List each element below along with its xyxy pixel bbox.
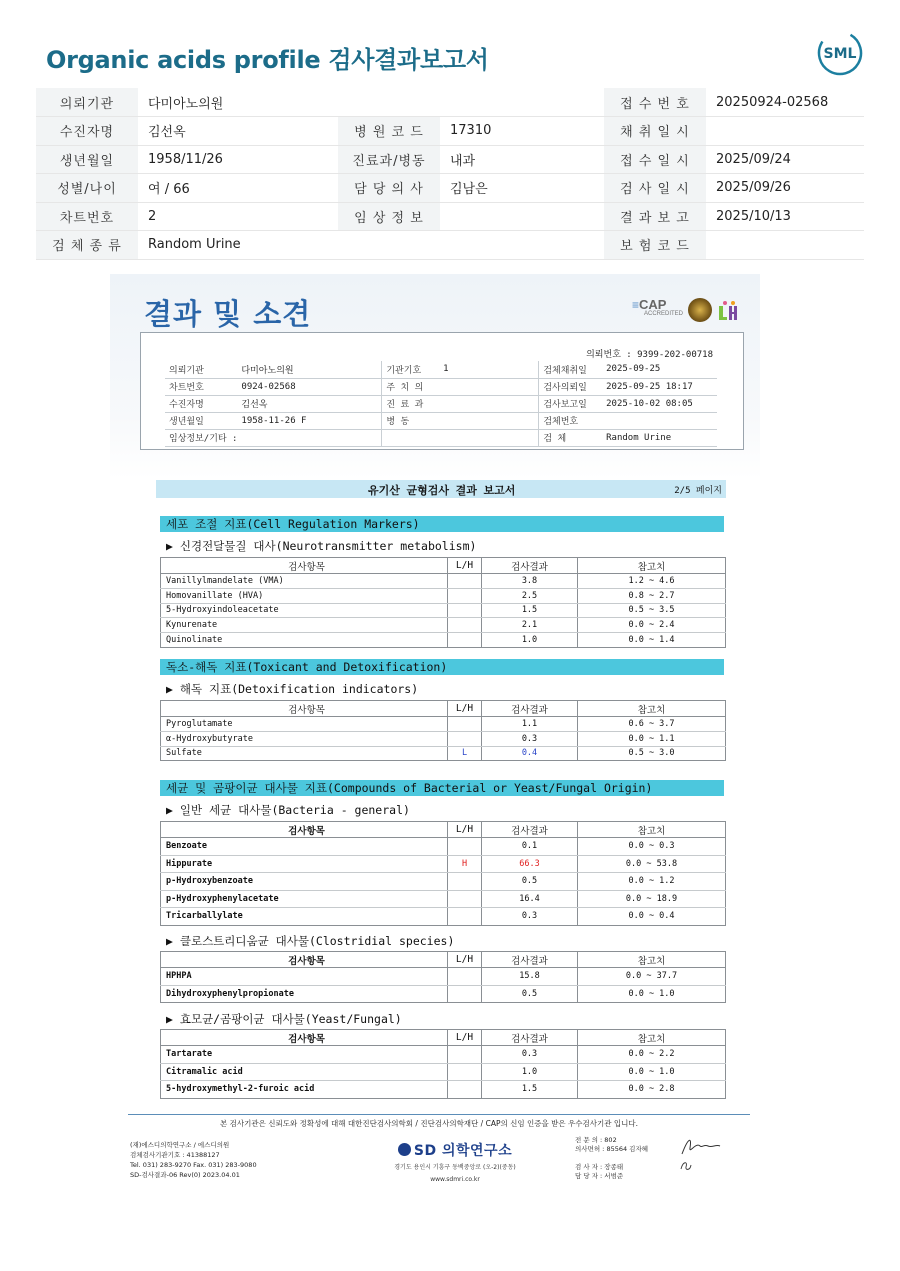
info-label: 차트번호 xyxy=(36,202,138,231)
info-label: 결 과 보 고 xyxy=(604,202,706,231)
result-value: 1.1 xyxy=(482,717,578,732)
result-value: 1.0 xyxy=(482,1063,578,1081)
result-row xyxy=(161,603,726,618)
signatory-line: 담 당 자 : 서범준 xyxy=(575,1172,624,1180)
info-row xyxy=(36,88,864,117)
info-label: 채 취 일 시 xyxy=(604,117,706,146)
info-value xyxy=(706,117,864,146)
result-header-row xyxy=(161,952,726,968)
flag xyxy=(448,731,482,746)
info-value: 다미아노의원 xyxy=(138,88,338,117)
request-label: 검 체 xyxy=(539,429,602,446)
info-value: 2025/09/24 xyxy=(706,145,864,174)
result-value: 15.8 xyxy=(482,968,578,986)
footer-divider xyxy=(128,1114,750,1115)
request-row xyxy=(165,361,717,378)
info-row xyxy=(36,117,864,146)
reference-range: 0.5 ~ 3.0 xyxy=(578,746,726,761)
flag xyxy=(448,1046,482,1064)
column-header: 참고치 xyxy=(578,1030,726,1046)
info-label: 접 수 번 호 xyxy=(604,88,706,117)
test-name: Benzoate xyxy=(161,838,448,856)
test-name: p-Hydroxyphenylacetate xyxy=(161,890,448,908)
footer-url: www.sdmri.co.kr xyxy=(430,1176,480,1183)
result-table xyxy=(160,951,726,1003)
column-header: L/H xyxy=(448,952,482,968)
info-value: 1958/11/26 xyxy=(138,145,338,174)
reference-range: 0.0 ~ 2.2 xyxy=(578,1046,726,1064)
result-value: 0.3 xyxy=(482,908,578,926)
subsection-title: ▶ 효모균/곰팡이균 대사물(Yeast/Fungal) xyxy=(166,1012,402,1026)
info-value: 2025/10/13 xyxy=(706,202,864,231)
reference-range: 1.2 ~ 4.6 xyxy=(578,574,726,589)
column-header: 검사결과 xyxy=(482,701,578,717)
footer-lab-line: (재)에스디의학연구소 / 에스디의원 xyxy=(130,1141,230,1149)
reference-range: 0.0 ~ 2.8 xyxy=(578,1081,726,1099)
flag xyxy=(448,908,482,926)
flag xyxy=(448,618,482,633)
report-title: 유기산 균형검사 결과 보고서 xyxy=(368,484,516,497)
cap-accredited-text: ACCREDITED xyxy=(644,311,684,317)
column-header: L/H xyxy=(448,701,482,717)
request-value: 김선옥 xyxy=(237,395,381,412)
info-value: 2025/09/26 xyxy=(706,174,864,203)
report-title-bar xyxy=(156,480,726,498)
result-value: 0.4 xyxy=(482,746,578,761)
result-value: 0.5 xyxy=(482,873,578,891)
test-name: Homovanillate (HVA) xyxy=(161,588,448,603)
test-name: p-Hydroxybenzoate xyxy=(161,873,448,891)
request-info-box xyxy=(140,332,744,450)
flag xyxy=(448,574,482,589)
request-number: 의뢰번호 : 9399-202-00718 xyxy=(586,350,713,360)
column-header: 검사항목 xyxy=(161,701,448,717)
section-bar: 독소-해독 지표(Toxicant and Detoxification) xyxy=(160,659,724,675)
column-header: 검사항목 xyxy=(161,952,448,968)
column-header: 참고치 xyxy=(578,558,726,574)
result-table xyxy=(160,1029,726,1099)
request-label: 검체번호 xyxy=(539,412,602,429)
info-label: 의뢰기관 xyxy=(36,88,138,117)
request-value: 0924-02568 xyxy=(237,378,381,395)
request-label: 차트번호 xyxy=(165,378,237,395)
reference-range: 0.0 ~ 1.0 xyxy=(578,985,726,1003)
request-label xyxy=(382,429,439,446)
info-value xyxy=(440,88,604,117)
footer-address: 경기도 용인시 기흥구 동백중앙로 (오-2)(중동) xyxy=(394,1164,516,1171)
signatory-line xyxy=(575,1154,648,1163)
info-label: 검 사 일 시 xyxy=(604,174,706,203)
signatory-line: 의사면허 : 85564 김자혜 xyxy=(575,1145,649,1153)
flag xyxy=(448,890,482,908)
request-value xyxy=(237,429,381,446)
flag xyxy=(448,633,482,648)
result-row xyxy=(161,1081,726,1099)
result-value: 0.1 xyxy=(482,838,578,856)
info-value: 내과 xyxy=(440,145,604,174)
footer-signatories xyxy=(575,1136,648,1181)
info-value: 김선옥 xyxy=(138,117,338,146)
sd-brand-text: SD 의학연구소 xyxy=(413,1143,513,1159)
info-row xyxy=(36,145,864,174)
reference-range: 0.0 ~ 1.2 xyxy=(578,873,726,891)
flag xyxy=(448,717,482,732)
info-label: 생년월일 xyxy=(36,145,138,174)
subsection-title: ▶ 일반 세균 대사물(Bacteria - general) xyxy=(166,803,410,817)
doctor-signature xyxy=(678,1134,722,1160)
column-header: 참고치 xyxy=(578,822,726,838)
info-label xyxy=(338,88,440,117)
footer-lab-line: 검체검사기관기호 : 41388127 xyxy=(130,1151,220,1159)
info-row xyxy=(36,202,864,231)
result-row xyxy=(161,574,726,589)
request-value: 2025-09-25 xyxy=(602,361,717,378)
result-header-row xyxy=(161,1030,726,1046)
tester-signature xyxy=(678,1159,694,1173)
section-bar: 세포 조절 지표(Cell Regulation Markers) xyxy=(160,516,724,532)
request-info-grid xyxy=(165,361,717,447)
info-value: 김남은 xyxy=(440,174,604,203)
result-table xyxy=(160,557,726,648)
request-value: 다미아노의원 xyxy=(237,361,381,378)
column-header: 참고치 xyxy=(578,952,726,968)
result-row xyxy=(161,855,726,873)
request-label: 검사보고일 xyxy=(539,395,602,412)
scanned-report xyxy=(110,274,760,1204)
flag xyxy=(448,838,482,856)
result-value: 16.4 xyxy=(482,890,578,908)
info-value xyxy=(706,231,864,260)
reference-range: 0.0 ~ 37.7 xyxy=(578,968,726,986)
request-value: 2025-09-25 18:17 xyxy=(602,378,717,395)
flag xyxy=(448,1081,482,1099)
request-label: 의뢰기관 xyxy=(165,361,237,378)
result-header-row xyxy=(161,701,726,717)
request-value: 1 xyxy=(439,361,539,378)
reference-range: 0.0 ~ 1.1 xyxy=(578,731,726,746)
info-value: 여 / 66 xyxy=(138,174,338,203)
result-row xyxy=(161,890,726,908)
result-value: 1.5 xyxy=(482,1081,578,1099)
subsection-title: ▶ 해독 지표(Detoxification indicators) xyxy=(166,682,419,696)
info-row xyxy=(36,231,864,260)
result-header-row xyxy=(161,822,726,838)
flag xyxy=(448,873,482,891)
result-value: 3.8 xyxy=(482,574,578,589)
reference-range: 0.0 ~ 2.4 xyxy=(578,618,726,633)
info-label: 검 체 종 류 xyxy=(36,231,138,260)
result-row xyxy=(161,717,726,732)
column-header: 검사결과 xyxy=(482,1030,578,1046)
info-label: 성별/나이 xyxy=(36,174,138,203)
reference-range: 0.0 ~ 0.4 xyxy=(578,908,726,926)
column-header: L/H xyxy=(448,558,482,574)
signatory-line: 전 문 의 : 802 xyxy=(575,1136,617,1144)
result-value: 2.5 xyxy=(482,588,578,603)
result-value: 1.5 xyxy=(482,603,578,618)
request-value xyxy=(439,429,539,446)
result-header-row xyxy=(161,558,726,574)
test-name: Tricarballylate xyxy=(161,908,448,926)
flag xyxy=(448,968,482,986)
test-name: Hippurate xyxy=(161,855,448,873)
result-table xyxy=(160,700,726,761)
sml-logo xyxy=(816,30,864,76)
patient-info-table xyxy=(36,88,864,260)
sd-logo xyxy=(380,1140,530,1160)
test-name: 5-Hydroxyindoleacetate xyxy=(161,603,448,618)
request-label: 검체채취일 xyxy=(539,361,602,378)
subsection-title: ▶ 신경전달물질 대사(Neurotransmitter metabolism) xyxy=(166,539,477,553)
result-row xyxy=(161,746,726,761)
request-value: 2025-10-02 08:05 xyxy=(602,395,717,412)
test-name: 5-hydroxymethyl-2-furoic acid xyxy=(161,1081,448,1099)
info-label xyxy=(338,231,440,260)
test-name: Quinolinate xyxy=(161,633,448,648)
request-label: 진 료 과 xyxy=(382,395,439,412)
test-name: Tartarate xyxy=(161,1046,448,1064)
info-label: 병 원 코 드 xyxy=(338,117,440,146)
kslm-seal-icon xyxy=(688,298,712,322)
lh-logo-icon xyxy=(717,300,739,322)
reference-range: 0.0 ~ 0.3 xyxy=(578,838,726,856)
column-header: L/H xyxy=(448,1030,482,1046)
test-name: HPHPA xyxy=(161,968,448,986)
info-label: 임 상 정 보 xyxy=(338,202,440,231)
test-name: Vanillylmandelate (VMA) xyxy=(161,574,448,589)
request-label: 주 치 의 xyxy=(382,378,439,395)
request-label: 기관기호 xyxy=(382,361,439,378)
info-label: 진료과/병동 xyxy=(338,145,440,174)
result-value: 2.1 xyxy=(482,618,578,633)
result-value: 0.3 xyxy=(482,1046,578,1064)
request-label: 임상정보/기타 : xyxy=(165,429,237,446)
reference-range: 0.6 ~ 3.7 xyxy=(578,717,726,732)
test-name: Dihydroxyphenylpropionate xyxy=(161,985,448,1003)
request-value xyxy=(439,378,539,395)
cap-logo: ≡CAP ACCREDITED xyxy=(632,297,684,317)
footer-lab-info xyxy=(130,1140,257,1180)
page-indicator: 2/5 페이지 xyxy=(674,486,722,496)
result-row xyxy=(161,873,726,891)
request-label: 수진자명 xyxy=(165,395,237,412)
column-header: 검사항목 xyxy=(161,558,448,574)
column-header: 참고치 xyxy=(578,701,726,717)
request-row xyxy=(165,395,717,412)
result-table xyxy=(160,821,726,926)
sd-logo-icon xyxy=(398,1143,411,1156)
info-label: 보 험 코 드 xyxy=(604,231,706,260)
reference-range: 0.0 ~ 53.8 xyxy=(578,855,726,873)
result-row xyxy=(161,1046,726,1064)
result-row xyxy=(161,838,726,856)
result-row xyxy=(161,588,726,603)
info-value xyxy=(440,202,604,231)
request-value: Random Urine xyxy=(602,429,717,446)
flag: L xyxy=(448,746,482,761)
flag xyxy=(448,588,482,603)
test-name: Pyroglutamate xyxy=(161,717,448,732)
info-value: 2 xyxy=(138,202,338,231)
test-name: α-Hydroxybutyrate xyxy=(161,731,448,746)
request-value: 1958-11-26 F xyxy=(237,412,381,429)
info-value: 17310 xyxy=(440,117,604,146)
flag xyxy=(448,1063,482,1081)
footer-brand-block xyxy=(380,1140,530,1184)
request-value xyxy=(602,412,717,429)
info-label: 접 수 일 시 xyxy=(604,145,706,174)
sml-logo-text: SML xyxy=(823,46,857,62)
result-value: 0.3 xyxy=(482,731,578,746)
test-name: Sulfate xyxy=(161,746,448,761)
column-header: 검사결과 xyxy=(482,952,578,968)
request-value xyxy=(439,412,539,429)
result-row xyxy=(161,1063,726,1081)
request-label: 생년월일 xyxy=(165,412,237,429)
signatory-line: 검 사 자 : 장종태 xyxy=(575,1163,624,1171)
subsection-title: ▶ 클로스트리디움균 대사물(Clostridial species) xyxy=(166,934,455,948)
request-row xyxy=(165,412,717,429)
info-row xyxy=(36,174,864,203)
result-row xyxy=(161,985,726,1003)
request-row xyxy=(165,378,717,395)
reference-range: 0.0 ~ 18.9 xyxy=(578,890,726,908)
info-label: 담 당 의 사 xyxy=(338,174,440,203)
request-value xyxy=(439,395,539,412)
column-header: 검사결과 xyxy=(482,558,578,574)
request-row xyxy=(165,429,717,446)
result-row xyxy=(161,968,726,986)
flag xyxy=(448,603,482,618)
request-label: 검사의뢰일 xyxy=(539,378,602,395)
reference-range: 0.0 ~ 1.4 xyxy=(578,633,726,648)
info-value: Random Urine xyxy=(138,231,338,260)
section-bar: 세균 및 곰팡이균 대사물 지표(Compounds of Bacterial or Yeast/Fungal Origin) xyxy=(160,780,724,796)
result-value: 66.3 xyxy=(482,855,578,873)
result-value: 0.5 xyxy=(482,985,578,1003)
result-value: 1.0 xyxy=(482,633,578,648)
cap-label: CAP xyxy=(639,297,667,312)
flag xyxy=(448,985,482,1003)
test-name: Citramalic acid xyxy=(161,1063,448,1081)
column-header: 검사항목 xyxy=(161,1030,448,1046)
scan-title: 결과 및 소견 xyxy=(144,297,312,331)
info-value xyxy=(440,231,604,260)
reference-range: 0.0 ~ 1.0 xyxy=(578,1063,726,1081)
column-header: L/H xyxy=(448,822,482,838)
result-row xyxy=(161,618,726,633)
footer-note: 본 검사기관은 신뢰도와 정확성에 대해 대한진단검사의학회 / 진단검사의학재단 / CAP의 신임 인증을 받은 우수검사기관 입니다. xyxy=(220,1119,638,1128)
result-row xyxy=(161,731,726,746)
info-label: 수진자명 xyxy=(36,117,138,146)
result-row xyxy=(161,908,726,926)
column-header: 검사항목 xyxy=(161,822,448,838)
footer-lab-line: Tel. 031) 283-9270 Fax. 031) 283-9080 xyxy=(130,1161,257,1169)
request-label: 병 동 xyxy=(382,412,439,429)
result-row xyxy=(161,633,726,648)
reference-range: 0.8 ~ 2.7 xyxy=(578,588,726,603)
flag: H xyxy=(448,855,482,873)
column-header: 검사결과 xyxy=(482,822,578,838)
test-name: Kynurenate xyxy=(161,618,448,633)
page-title: Organic acids profile 검사결과보고서 xyxy=(46,46,489,74)
reference-range: 0.5 ~ 3.5 xyxy=(578,603,726,618)
info-value: 20250924-02568 xyxy=(706,88,864,117)
footer-lab-line: SD-검사결과-06 Rev(0) 2023.04.01 xyxy=(130,1171,240,1179)
